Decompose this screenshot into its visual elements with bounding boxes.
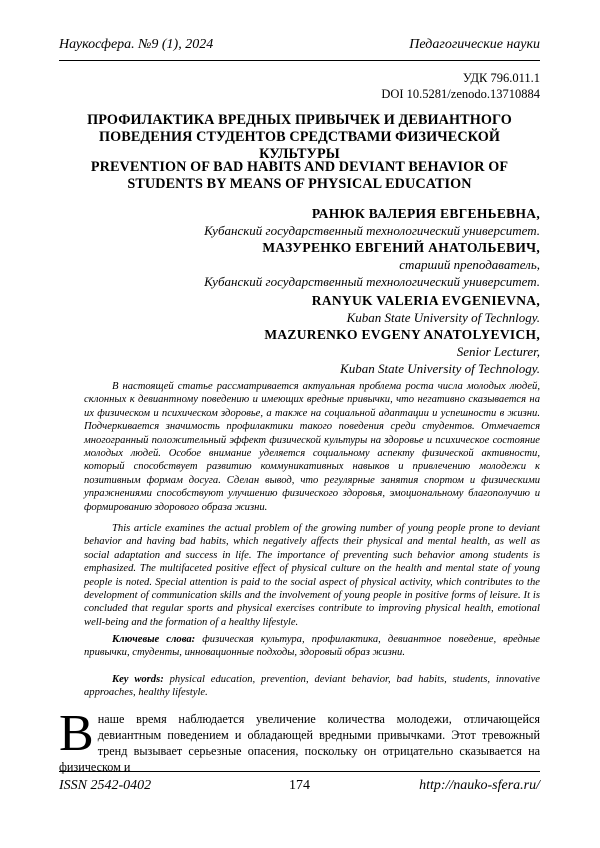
footer-rule (59, 771, 540, 772)
author-position: Senior Lecturer, (456, 344, 540, 359)
issn: ISSN 2542-0402 (59, 778, 152, 793)
keywords-label: Key words: (112, 674, 164, 685)
page-number: 174 (289, 778, 310, 793)
abstract-ru (84, 380, 540, 514)
keywords-text: physical education, prevention, deviant behavior, bad habits, students, innovative approaches, healthy lifestyle. (84, 674, 540, 699)
title-en-line: PREVENTION OF BAD HABITS AND DEVIANT BEHAVIOR OF (90, 159, 509, 175)
author-name: RANYUK VALERIA EVGENIEVNA, (311, 293, 540, 308)
abstract-ru-text: В настоящей статье рассматривается актуальная проблема роста числа молодых людей, склонных к девиантному поведению и имеющих вредные привычки, что негативно сказывается на их физическом и психическом здоровье, а также на социальной адаптации и успешности в жизни. Подчеркивается значимость профилактики такого поведения среди студентов. Отмечается многогранный положительный эффект физической культуры на здоровье и психическое состояние молодых людей. Особое внимание уделяется социальному аспекту физической активности, который способствует развитию коммуникативных навыков и привлечению молодежи к позитивным формам досуга. Сделан вывод, что регулярные занятия спортом и физическими упражнениями способствуют улучшению физического здоровья, эмоциональному благополучию и формированию здорового образа жизни. (84, 381, 540, 513)
author-name: РАНЮК ВАЛЕРИЯ ЕВГЕНЬЕВНА, (311, 206, 540, 221)
author-name: MAZURENKO EVGENY ANATOLYEVICH, (264, 327, 540, 342)
body-paragraph: наше время наблюдается увеличение количества молодежи, отличающейся девиантным поведением и обладающей вредными привычками. Этот тревожный тренд вызывает серьезные опасения, поскольку он отрицательно сказывается на физическом и (59, 712, 540, 774)
author-name: МАЗУРЕНКО ЕВГЕНИЙ АНАТОЛЬЕВИЧ, (262, 240, 540, 255)
abstract-en-text: This article examines the actual problem of the growing number of young people prone to deviant behavior and having bad habits, which negatively affects their physical and mental health, as well as social adaptation and success in life. The importance of preventing such behavior among students is emphasized. The multifaceted positive effect of physical culture on the health and mental state of young people is noted. Special attention is paid to the social aspect of physical activity, which contributes to the development of communication skills and the involvement of young people in positive forms of leisure. It is concluded that regular sports and physical exercises contribute to improving physical health, emotional well-being and the formation of a healthy lifestyle. (84, 523, 540, 628)
authors-en (264, 292, 540, 377)
journal-title: Наукосфера. №9 (1), 2024 (59, 37, 214, 52)
keywords-text: физическая культура, профилактика, девиантное поведение, вредные привычки, студенты, инновационные подходы, здоровый образ жизни. (84, 634, 540, 659)
author-affiliation: Kuban State University of Technology. (340, 361, 540, 376)
title-ru-line: ПОВЕДЕНИЯ СТУДЕНТОВ СРЕДСТВАМИ ФИЗИЧЕСКОЙ КУЛЬТУРЫ (99, 129, 500, 162)
section-name: Педагогические науки (409, 37, 540, 52)
author-affiliation: Кубанский государственный технологический университет. (204, 274, 540, 289)
author-affiliation: Kuban State University of Technlogy. (346, 310, 540, 325)
title-en (59, 159, 540, 193)
drop-cap: В (59, 705, 94, 762)
header-rule (59, 60, 540, 61)
running-header (59, 37, 540, 57)
keywords-label: Ключевые слова: (112, 634, 196, 645)
title-ru-line: ПРОФИЛАКТИКА ВРЕДНЫХ ПРИВЫЧЕК И ДЕВИАНТНОГО (87, 112, 512, 128)
journal-url: http://nauko-sfera.ru/ (419, 778, 540, 793)
author-affiliation: Кубанский государственный технологический университет. (204, 223, 540, 238)
doi: DOI 10.5281/zenodo.13710884 (381, 87, 540, 101)
abstract-en (84, 522, 540, 629)
udk-code: УДК 796.011.1 (462, 71, 540, 85)
author-position: старший преподаватель, (399, 257, 540, 272)
keywords-en (84, 673, 540, 700)
article-meta (381, 70, 540, 102)
body-text (59, 705, 540, 775)
title-en-line: STUDENTS BY MEANS OF PHYSICAL EDUCATION (127, 176, 472, 192)
authors-ru (204, 205, 540, 290)
keywords-ru (84, 633, 540, 660)
title-ru (59, 112, 540, 163)
